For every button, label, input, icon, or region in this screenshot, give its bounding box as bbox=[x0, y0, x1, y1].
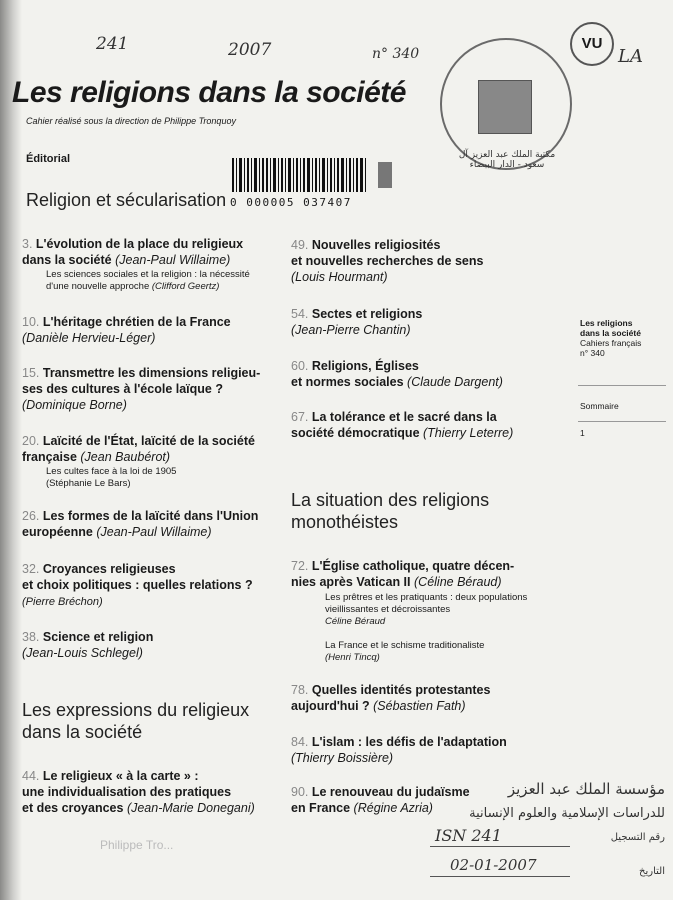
page-binding-shadow bbox=[0, 0, 22, 900]
toc-subentry[interactable]: Les cultes face à la loi de 1905 (Stéphanie Le Bars) bbox=[46, 466, 177, 489]
handwritten-year: 2007 bbox=[228, 40, 272, 60]
stamp-rule bbox=[430, 876, 570, 877]
stamp-rule bbox=[430, 846, 570, 847]
toc-entry[interactable]: 38. Science et religion (Jean-Louis Schlegel) bbox=[22, 630, 154, 660]
toc-entry[interactable]: 84. L'islam : les défis de l'adaptation (Thierry Boissière) bbox=[291, 735, 507, 765]
registration-value: ISN 241 bbox=[435, 826, 502, 845]
toc-entry[interactable]: 10. L'héritage chrétien de la France (Danièle Hervieu-Léger) bbox=[22, 315, 231, 345]
toc-entry[interactable]: 54. Sectes et religions (Jean-Pierre Chantin) bbox=[291, 307, 423, 337]
toc-entry[interactable]: 72. L'Église catholique, quatre décen- nies après Vatican II (Céline Béraud) bbox=[291, 559, 515, 589]
barcode bbox=[232, 158, 392, 192]
stamp-emblem bbox=[478, 80, 532, 134]
section-heading-monotheistes: La situation des religions monothéistes bbox=[291, 490, 490, 532]
margin-info: Les religions dans la société Cahiers français n° 340 bbox=[580, 318, 642, 358]
toc-entry[interactable]: 26. Les formes de la laïcité dans l'Union européenne (Jean-Paul Willaime) bbox=[22, 509, 259, 539]
page-title: Les religions dans la société bbox=[12, 76, 406, 109]
toc-entry[interactable]: 15. Transmettre les dimensions religieu- ses des cultures à l'école laïque ? (Dominique Borne) bbox=[22, 366, 261, 412]
date-label: التاريخ bbox=[639, 866, 665, 877]
toc-entry[interactable]: 90. Le renouveau du judaïsme en France (Régine Azria) bbox=[291, 785, 470, 815]
stamp-arabic-text: مكتبة الملك عبد العزيز آل سعود - الدار البيضاء bbox=[458, 150, 556, 170]
toc-entry[interactable]: 32. Croyances religieuses et choix politiques : quelles relations ? (Pierre Bréchon) bbox=[22, 562, 253, 608]
barcode-number: 0 000005 037407 bbox=[230, 196, 352, 209]
toc-entry[interactable]: 49. Nouvelles religiosités et nouvelles recherches de sens (Louis Hourmant) bbox=[291, 238, 484, 284]
margin-page-number: 1 bbox=[580, 428, 585, 438]
toc-entry[interactable]: 60. Religions, Églises et normes sociales (Claude Dargent) bbox=[291, 359, 503, 389]
toc-subentry[interactable]: Les sciences sociales et la religion : la nécessité d'une nouvelle approche (Clifford Geertz) bbox=[46, 269, 250, 292]
toc-entry[interactable]: 44. Le religieux « à la carte » : une individualisation des pratiques et des croyances (Jean-Marie Donegani) bbox=[22, 769, 255, 815]
handwritten-issue: n° 340 bbox=[372, 46, 420, 62]
margin-sommaire: Sommaire bbox=[580, 401, 619, 411]
toc-subentry[interactable]: La France et le schisme traditionaliste (Henri Tincq) bbox=[325, 640, 485, 663]
section-heading-secularisation: Religion et sécularisation bbox=[26, 190, 227, 210]
toc-entry[interactable]: 67. La tolérance et le sacré dans la société démocratique (Thierry Leterre) bbox=[291, 410, 514, 440]
toc-entry[interactable]: 20. Laïcité de l'État, laïcité de la société française (Jean Baubérot) bbox=[22, 434, 255, 464]
date-value: 02-01-2007 bbox=[450, 856, 537, 874]
margin-rule bbox=[578, 421, 666, 422]
toc-subentry[interactable]: Les prêtres et les pratiquants : deux populations vieillissantes et décroissantes Céline Béraud bbox=[325, 592, 528, 627]
ownership-stamp-line2: للدراسات الإسلامية والعلوم الإنسانية bbox=[469, 806, 665, 821]
editorial-label: Éditorial bbox=[26, 153, 71, 165]
page-subtitle: Cahier réalisé sous la direction de Philippe Tronquoy bbox=[26, 116, 236, 126]
handwritten-corner: LA bbox=[618, 46, 643, 67]
toc-entry[interactable]: 78. Quelles identités protestantes aujourd'hui ? (Sébastien Fath) bbox=[291, 683, 491, 713]
section-heading-expressions: Les expressions du religieux dans la société bbox=[22, 700, 250, 742]
handwritten-number: 241 bbox=[96, 34, 129, 54]
margin-rule bbox=[578, 385, 666, 386]
vu-stamp: VU bbox=[570, 22, 614, 66]
ownership-stamp-line1: مؤسسة الملك عبد العزيز bbox=[507, 780, 665, 798]
ghost-text: Philippe Tro... bbox=[100, 838, 174, 852]
toc-entry[interactable]: 3. L'évolution de la place du religieux dans la société (Jean-Paul Willaime) bbox=[22, 237, 244, 267]
registration-label: رقم التسجيل bbox=[610, 832, 665, 843]
